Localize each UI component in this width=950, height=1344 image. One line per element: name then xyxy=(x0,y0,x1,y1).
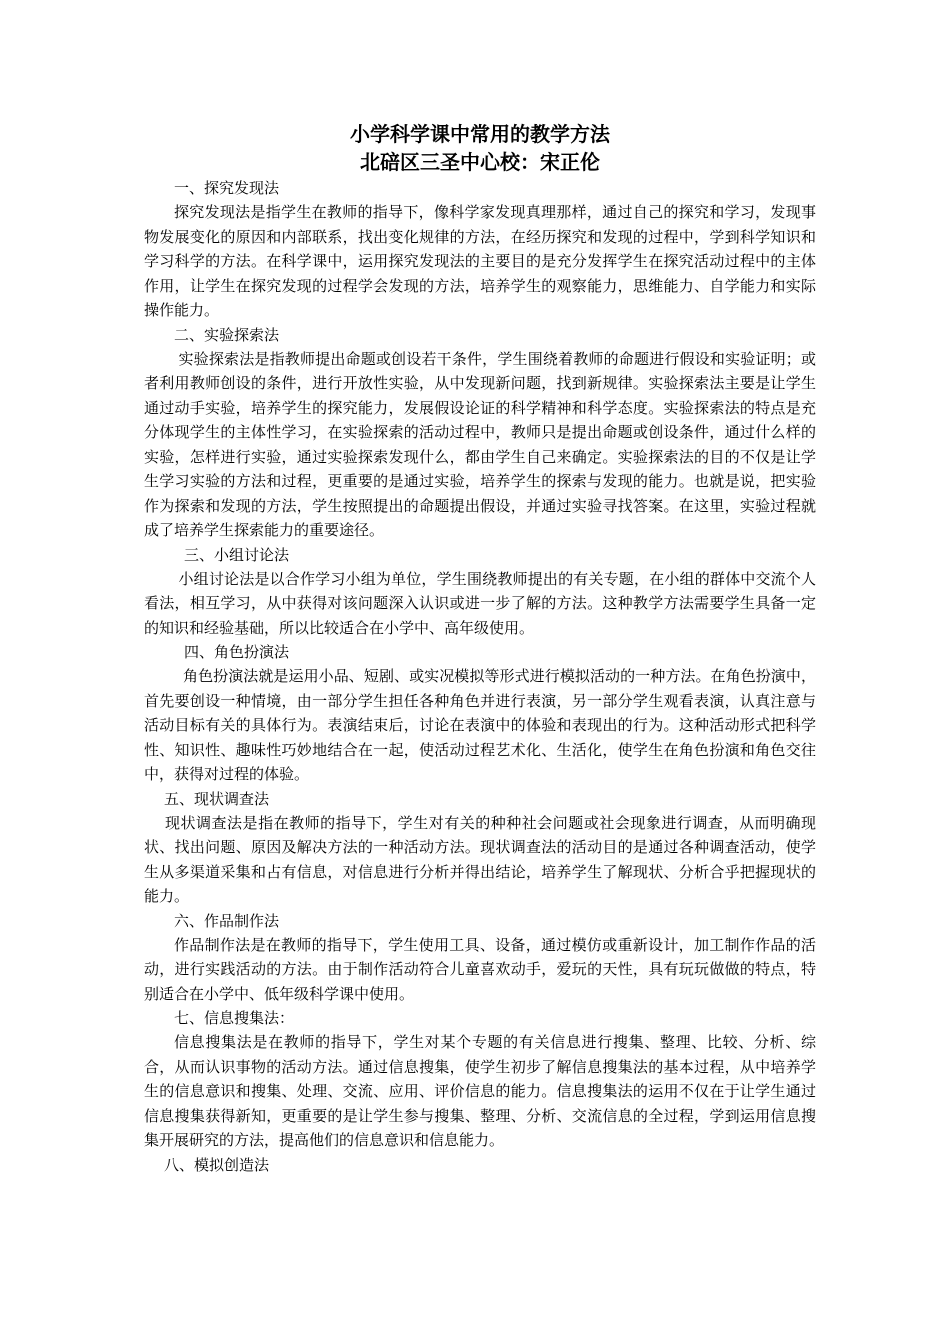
document-page xyxy=(144,120,816,1177)
section-work-production xyxy=(144,909,816,1007)
document-subtitle: 北碚区三圣中心校：宋正伦 xyxy=(360,150,600,174)
section-role-play xyxy=(144,640,816,787)
section-body: 信息搜集法是在教师的指导下，学生对某个专题的有关信息进行搜集、整理、比较、分析、综合，从而认识事物的活动方法。通过信息搜集，使学生初步了解信息搜集法的基本过程，从中培养学生的信息意识和搜集、处理、交流、应用、评价信息的能力。信息搜集法的运用不仅在于让学生通过信息搜集获得新知，更重要的是让学生参与搜集、整理、分析、交流信息的全过程，学到运用信息搜集开展研究的方法，提高他们的信息意识和信息能力。 xyxy=(144,1033,816,1149)
section-status-survey xyxy=(144,787,816,909)
section-simulation-creation xyxy=(144,1153,816,1177)
section-body: 现状调查法是指在教师的指导下，学生对有关的种种社会问题或社会现象进行调查，从而明确现状、找出问题、原因及解决方法的一种活动方法。现状调查法的活动目的是通过各种调查活动，使学生从多渠道采集和占有信息，对信息进行分析并得出结论，培养学生了解现状、分析合乎把握现状的能力。 xyxy=(144,813,816,905)
section-heading: 四、角色扮演法 xyxy=(184,643,290,661)
section-heading: 一、探究发现法 xyxy=(174,179,280,197)
section-inquiry-discovery xyxy=(144,176,816,323)
document-title: 小学科学课中常用的教学方法 xyxy=(350,122,610,146)
section-heading: 三、小组讨论法 xyxy=(184,545,290,564)
section-heading: 五、现状调查法 xyxy=(164,789,270,808)
section-body: 小组讨论法是以合作学习小组为单位，学生围绕教师提出的有关专题，在小组的群体中交流个人看法，相互学习，从中获得对该问题深入认识或进一步了解的方法。这种教学方法需要学生具备一定的知识和经验基础，所以比较适合在小学中、高年级使用。 xyxy=(144,569,816,637)
section-body: 探究发现法是指学生在教师的指导下，像科学家发现真理那样，通过自己的探究和学习，发现事物发展变化的原因和内部联系，找出变化规律的方法，在经历探究和发现的过程中，学到科学知识和学习科学的方法。在科学课中，运用探究发现法的主要目的是充分发挥学生在探究活动过程中的主体作用，让学生在探究发现的过程学会发现的方法，培养学生的观察能力，思维能力、自学能力和实际操作能力。 xyxy=(144,203,816,319)
section-experiment-exploration xyxy=(144,323,816,543)
section-heading: 二、实验探索法 xyxy=(174,325,280,344)
section-heading: 六、作品制作法 xyxy=(174,911,280,930)
section-heading: 八、模拟创造法 xyxy=(164,1155,270,1174)
section-information-collection xyxy=(144,1006,816,1153)
section-body: 角色扮演法就是运用小品、短剧、或实况模拟等形式进行模拟活动的一种方法。在角色扮演中，首先要创设一种情境，由一部分学生担任各种角色并进行表演，另一部分学生观看表演，认真注意与活动目标有关的具体行为。表演结束后，讨论在表演中的体验和表现出的行为。这种活动形式把科学性、知识性、趣味性巧妙地结合在一起，使活动过程艺术化、生活化，使学生在角色扮演和角色交往中，获得对过程的体验。 xyxy=(144,667,816,783)
section-group-discussion xyxy=(144,543,816,641)
section-body: 作品制作法是在教师的指导下，学生使用工具、设备，通过模仿或重新设计，加工制作作品的活动，进行实践活动的方法。由于制作活动符合儿童喜欢动手，爱玩的天性，具有玩玩做做的特点，特别适合在小学中、低年级科学课中使用。 xyxy=(144,935,816,1003)
section-body: 实验探索法是指教师提出命题或创设若干条件，学生围绕着教师的命题进行假设和实验证明；或者利用教师创设的条件，进行开放性实验，从中发现新问题，找到新规律。实验探索法主要是让学生通过动手实验，培养学生的探究能力，发展假设论证的科学精神和科学态度。实验探索法的特点是充分体现学生的主体性学习，在实验探索的活动过程中，教师只是提出命题或创设条件，通过什么样的实验，怎样进行实验，通过实验探索发现什么，都由学生自己来确定。实验探索法的目的不仅是让学生学习实验的方法和过程，更重要的是通过实验，培养学生的探索与发现的能力。也就是说，把实验作为探索和发现的方法，学生按照提出的命题提出假设，并通过实验寻找答案。在这里，实验过程就成了培养学生探索能力的重要途径。 xyxy=(144,349,816,539)
section-heading: 七、信息搜集法： xyxy=(174,1009,295,1027)
